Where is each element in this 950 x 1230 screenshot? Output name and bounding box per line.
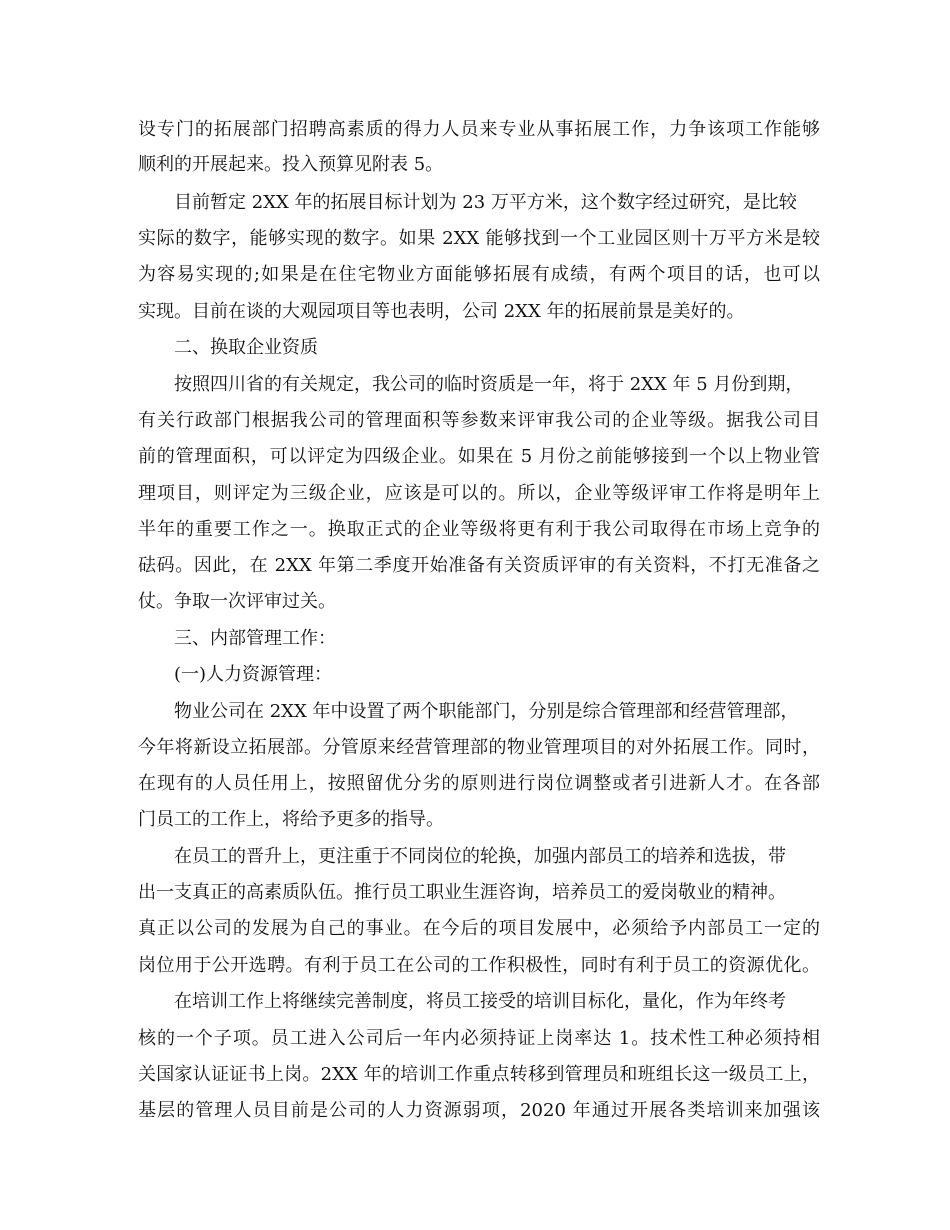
text-line: 门员工的工作上，将给予更多的指导。	[138, 809, 444, 830]
text-line: 顺利的开展起来。投入预算见附表 5。	[138, 154, 444, 175]
text-line: 前的管理面积，可以评定为四级企业。如果在 5 月份之前能够接到一个以上物业管	[138, 446, 820, 467]
subsection-heading: (一)人力资源管理：	[174, 664, 333, 685]
text-line: 出一支真正的高素质队伍。推行员工职业生涯咨询，培养员工的爱岗敬业的精神。	[138, 882, 786, 903]
text-line: 设专门的拓展部门招聘高素质的得力人员来专业从事拓展工作，力争该项工作能够	[138, 119, 820, 140]
text-line: 仗。争取一次评审过关。	[138, 591, 336, 612]
text-line: 今年将新设立拓展部。分管原来经营管理部的物业管理项目的对外拓展工作。同时，	[138, 737, 820, 758]
text-line: 核的一个子项。员工进入公司后一年内必须持证上岗率达 1。技术性工种必须持相	[138, 1028, 820, 1049]
text-line: 在培训工作上将继续完善制度，将员工接受的培训目标化，量化，作为年终考	[174, 991, 786, 1012]
text-line: 岗位用于公开选聘。有利于员工在公司的工作积极性，同时有利于员工的资源优化。	[138, 955, 820, 976]
text-line: 真正以公司的发展为自己的事业。在今后的项目发展中，必须给予内部员工一定的	[138, 918, 820, 939]
text-line: 理项目，则评定为三级企业，应该是可以的。所以，企业等级评审工作将是明年上	[138, 483, 820, 504]
text-line: 为容易实现的;如果是在住宅物业方面能够拓展有成绩，有两个项目的话，也可以	[138, 264, 820, 285]
text-line: 目前暂定 2XX 年的拓展目标计划为 23 万平方米，这个数字经过研究，是比较	[174, 192, 797, 213]
section-heading: 三、内部管理工作：	[174, 628, 336, 649]
text-line: 在员工的晋升上，更注重于不同岗位的轮换，加强内部员工的培养和选拔，带	[174, 846, 786, 867]
text-line: 按照四川省的有关规定，我公司的临时资质是一年，将于 2XX 年 5 月份到期，	[174, 374, 804, 395]
text-line: 有关行政部门根据我公司的管理面积等参数来评审我公司的企业等级。据我公司目	[138, 410, 820, 431]
text-line: 半年的重要工作之一。换取正式的企业等级将更有利于我公司取得在市场上竞争的	[138, 519, 820, 540]
text-line: 实现。目前在谈的大观园项目等也表明，公司 2XX 年的拓展前景是美好的。	[138, 301, 745, 322]
text-line: 在现有的人员任用上，按照留优分劣的原则进行岗位调整或者引进新人才。在各部	[138, 773, 820, 794]
text-line: 基层的管理人员目前是公司的人力资源弱项，2020 年通过开展各类培训来加强该	[138, 1100, 820, 1121]
text-line: 物业公司在 2XX 年中设置了两个职能部门，分别是综合管理部和经营管理部，	[174, 701, 799, 722]
text-line: 关国家认证证书上岗。2XX 年的培训工作重点转移到管理员和班组长这一级员工上，	[138, 1064, 820, 1085]
text-line: 实际的数字，能够实现的数字。如果 2XX 能够找到一个工业园区则十万平方米是较	[138, 228, 820, 249]
section-heading: 二、换取企业资质	[174, 337, 318, 358]
text-line: 砝码。因此，在 2XX 年第二季度开始准备有关资质评审的有关资料，不打无准备之	[138, 555, 820, 576]
